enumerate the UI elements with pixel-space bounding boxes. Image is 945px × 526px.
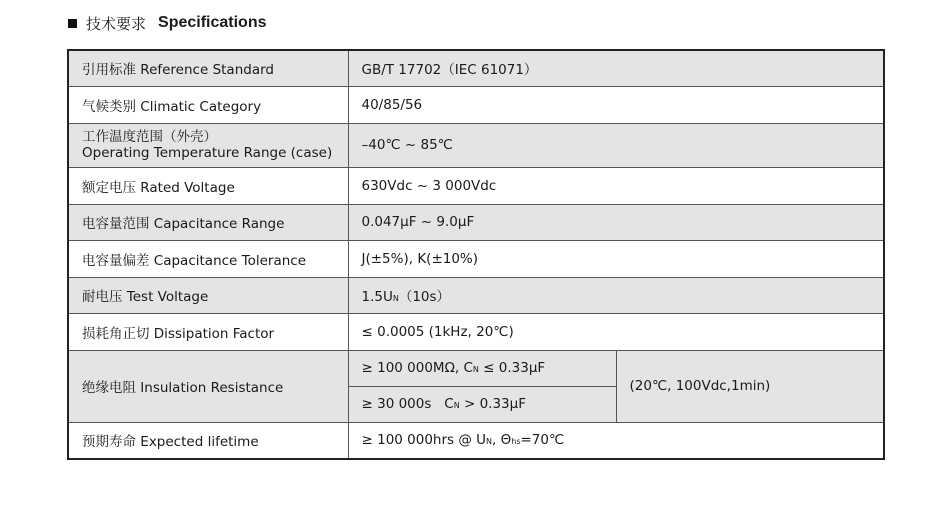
- row-label-line1: 工作温度范围（外壳）: [82, 129, 217, 145]
- row-condition: (20℃, 100Vdc,1min): [616, 350, 884, 422]
- row-value: GB/T 17702（IEC 61071）: [348, 50, 884, 86]
- table-row: [68, 167, 884, 204]
- bullet-square-icon: [68, 19, 77, 28]
- row-label: 绝缘电阻 Insulation Resistance: [68, 350, 348, 422]
- table-row: [68, 204, 884, 240]
- table-row: [68, 350, 884, 386]
- row-value-sub2: ≥ 30 000s CN > 0.33μF: [348, 386, 616, 422]
- row-label: 引用标准 Reference Standard: [68, 50, 348, 86]
- row-label: 预期寿命 Expected lifetime: [68, 422, 348, 459]
- specifications-table: [67, 49, 885, 460]
- row-value: 630Vdc ~ 3 000Vdc: [348, 167, 884, 204]
- row-value-sub1: ≥ 100 000MΩ, CN ≤ 0.33μF: [348, 350, 616, 386]
- row-label: 电容量偏差 Capacitance Tolerance: [68, 240, 348, 277]
- table-row: [68, 240, 884, 277]
- section-heading: [68, 12, 267, 34]
- table-row: [68, 123, 884, 167]
- row-value: ≥ 100 000hrs @ UN, Θhs=70℃: [348, 422, 884, 459]
- row-label: 耐电压 Test Voltage: [68, 277, 348, 313]
- row-value: 40/85/56: [348, 86, 884, 123]
- row-value: J(±5%), K(±10%): [348, 240, 884, 277]
- table-row: [68, 313, 884, 350]
- row-value: 1.5UN（10s）: [348, 277, 884, 313]
- row-value: 0.047μF ~ 9.0μF: [348, 204, 884, 240]
- row-label: [68, 123, 348, 167]
- table-row: [68, 277, 884, 313]
- table-row: [68, 422, 884, 459]
- table-row: [68, 50, 884, 86]
- table-row: [68, 86, 884, 123]
- row-label: 损耗角正切 Dissipation Factor: [68, 313, 348, 350]
- row-value: ≤ 0.0005 (1kHz, 20℃): [348, 313, 884, 350]
- heading-chinese: 技术要求: [86, 14, 147, 33]
- row-value: –40℃ ~ 85℃: [348, 123, 884, 167]
- row-label: 电容量范围 Capacitance Range: [68, 204, 348, 240]
- heading-english: Specifications: [158, 14, 267, 31]
- row-label: 额定电压 Rated Voltage: [68, 167, 348, 204]
- row-label-line2: Operating Temperature Range (case): [82, 145, 333, 161]
- row-label: 气候类别 Climatic Category: [68, 86, 348, 123]
